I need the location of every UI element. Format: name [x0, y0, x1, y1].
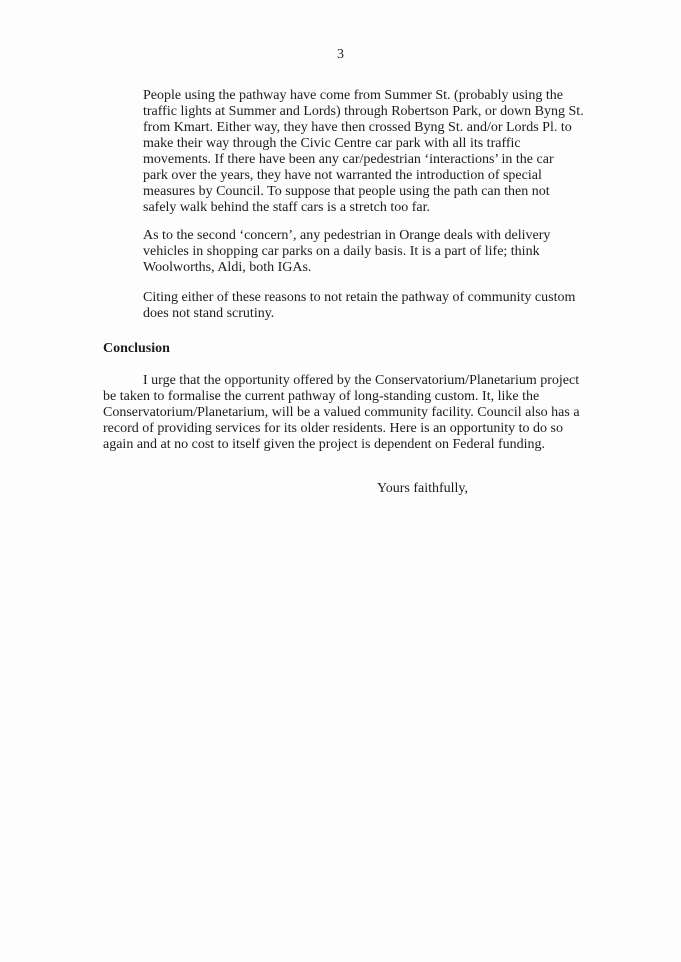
paragraph-3-line: Citing either of these reasons to not retain the pathway of community custom [143, 290, 576, 305]
paragraph-1-line: measures by Council. To suppose that people using the path can then not [143, 184, 550, 199]
conclusion-line: be taken to formalise the current pathway of long-standing custom. It, like the [103, 389, 540, 404]
conclusion-line: record of providing services for its older residents. Here is an opportunity to do so [103, 421, 563, 436]
paragraph-2-line: vehicles in shopping car parks on a daily basis. It is a part of life; think [143, 244, 540, 259]
paragraph-1-line: movements. If there have been any car/pedestrian ‘interactions’ in the car [143, 152, 554, 167]
conclusion-line: I urge that the opportunity offered by the Conservatorium/Planetarium project [143, 373, 580, 388]
paragraph-1-line: traffic lights at Summer and Lords) through Robertson Park, or down Byng St. [143, 104, 584, 119]
paragraph-2-line: Woolworths, Aldi, both IGAs. [143, 260, 312, 275]
paragraph-2-line: As to the second ‘concern’, any pedestrian in Orange deals with delivery [143, 228, 551, 243]
paragraph-1-line: park over the years, they have not warranted the introduction of special [143, 168, 542, 183]
page-number: 3 [337, 47, 344, 62]
paragraph-1-line: People using the pathway have come from Summer St. (probably using the [143, 88, 563, 103]
closing-salutation: Yours faithfully, [377, 481, 469, 496]
paragraph-1-line: safely walk behind the staff cars is a stretch too far. [143, 200, 431, 215]
conclusion-line: Conservatorium/Planetarium, will be a valued community facility. Council also has a [103, 405, 580, 420]
conclusion-heading: Conclusion [103, 341, 170, 356]
conclusion-line: again and at no cost to itself given the project is dependent on Federal funding. [103, 437, 546, 452]
paragraph-1-line: from Kmart. Either way, they have then crossed Byng St. and/or Lords Pl. to [143, 120, 572, 135]
paragraph-3-line: does not stand scrutiny. [143, 306, 275, 321]
paragraph-1-line: make their way through the Civic Centre car park with all its traffic [143, 136, 521, 151]
